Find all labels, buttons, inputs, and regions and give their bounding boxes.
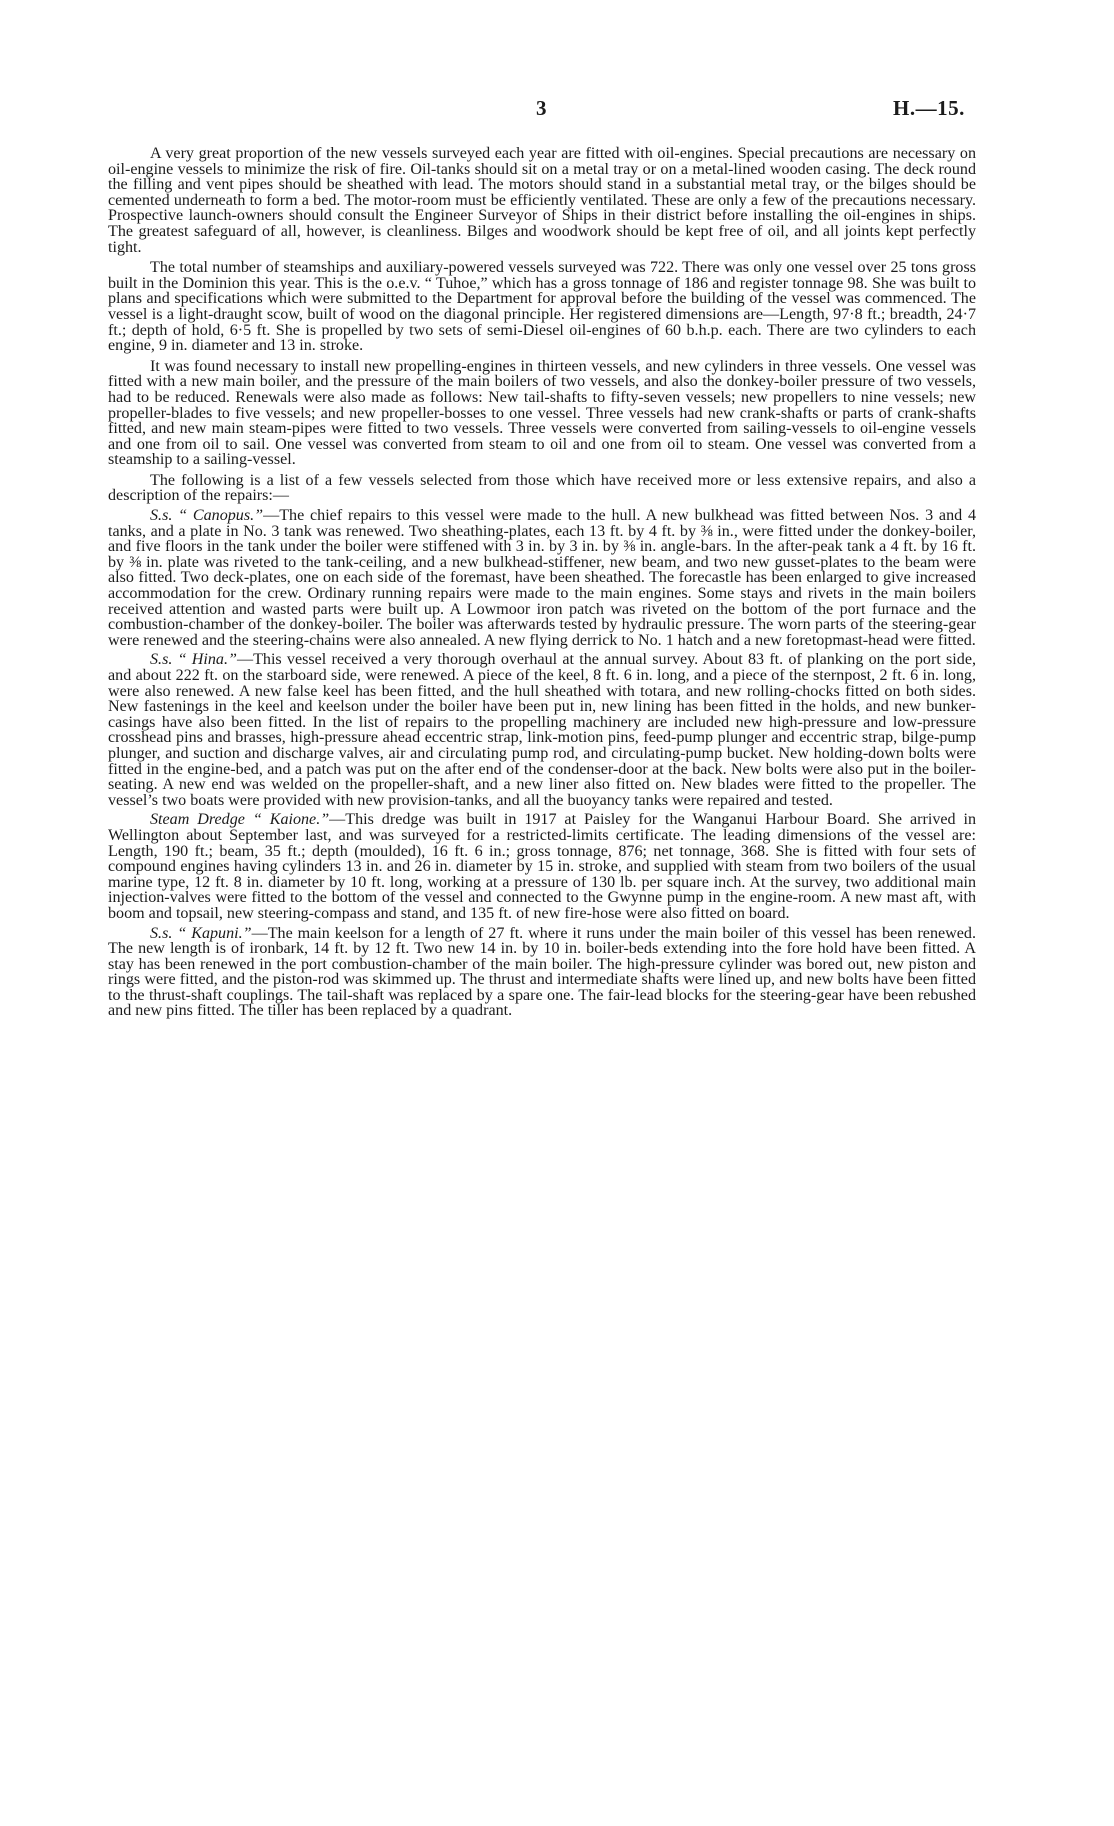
paragraph-text: —This dredge was built in 1917 at Paisley for the Wanganui Harbour Board. She arrived in Wellington about September last, and was surveyed for a restricted-limits certificate. The leading dimensions of the vessel are: Length, 190 ft.; beam, 35 ft.; depth (moulded), 16 ft. 6 in.; gross tonnage, 876; net tonnage, 368. She is fitted with four sets of compound engines having cylinders 13 in. and 26 in. diameter by 15 in. stroke, and supplied with steam from two boilers of the usual marine type, 12 ft. 8 in. diameter by 10 ft. long, working at a pressure of 130 lb. per square inch. At the survey, two additional main injection-valves were fitted to the bottom of the vessel and connected to the Gwynne pump in the engine-room. A new mast aft, with boom and topsail, new steering-compass and stand, and 135 ft. of new fire-hose were also fitted on board. [108, 811, 976, 922]
paragraph-vessels-surveyed [108, 260, 976, 354]
page-header [0, 96, 1114, 126]
report-body [108, 146, 976, 1023]
vessel-name: S.s. “ Canopus.” [150, 507, 264, 525]
vessel-name: S.s. “ Hina.” [150, 651, 237, 669]
paragraph-kaione [108, 812, 976, 921]
vessel-name: S.s. “ Kapuni.” [150, 924, 252, 942]
document-reference: H.—15. [893, 96, 965, 120]
paragraph-renewals [108, 359, 976, 468]
paragraph-text: —This vessel received a very thorough overhaul at the annual survey. About 83 ft. of planking on the port side, and about 222 ft. on the starboard side, were renewed. A piece of the keel, 8 ft. 6 in. long, and a piece of the sternpost, 2 ft. 6 in. long, were also renewed. A new false keel has been fitted, and the hull sheathed with totara, and new rolling-chocks fitted on both sides. New fastenings in the keel and keelson under the boiler have been put in, new lining has been fitted in the holds, and new bunker-casings have also been fitted. In the list of repairs to the propelling machinery are included new high-pressure and low-pressure crosshead pins and brasses, high-pressure ahead eccentric strap, link-motion pins, feed-pump plunger and eccentric strap, bilge-pump plunger, and suction and discharge valves, air and circulating pump rod, and circulating-pump bucket. New holding-down bolts were fitted in the engine-bed, and a patch was put on the after end of the condenser-door at the back. New bolts were also put in the boiler-seating. A new end was welded on the propeller-shaft, and a new liner also fitted on. New blades were fitted to the propeller. The vessel’s two boats were provided with new provision-tanks, and all the buoyancy tanks were repaired and tested. [108, 651, 976, 809]
paragraph-text: A very great proportion of the new vessels surveyed each year are fitted with oil-engines. Special precautions are necessary on oil-engine vessels to minimize the risk of fire. Oil-tanks should sit on a metal tray or on a metal-lined wooden casing. The deck round the filling and vent pipes should be sheathed with lead. The motors should stand in a substantial metal tray, or the bilges should be cemented underneath to form a bed. The motor-room must be efficiently ventilated. These are only a few of the precautions necessary. Prospective launch-owners should consult the Engineer Surveyor of Ships in their district before installing the oil-engines in ships. The greatest safeguard of all, however, is cleanliness. Bilges and woodwork should be kept free of oil, and all joints kept perfectly tight. [108, 145, 976, 256]
paragraph-text: It was found necessary to install new propelling-engines in thirteen vessels, and new cylinders in three vessels. One vessel was fitted with a new main boiler, and the pressure of the main boilers of two vessels, and also the donkey-boiler pressure of two vessels, had to be reduced. Renewals were also made as follows: New tail-shafts to fifty-seven vessels; new propellers to nine vessels; new propeller-blades to five vessels; and new propeller-bosses to one vessel. Three vessels had new crank-shafts or parts of crank-shafts fitted, and new main steam-pipes were fitted to two vessels. Three vessels were converted from sailing-vessels to oil-engine vessels and one from oil to sail. One vessel was converted from steam to oil and one from oil to steam. One vessel was converted from a steamship to a sailing-vessel. [108, 357, 976, 469]
paragraph-text: —The main keelson for a length of 27 ft. where it runs under the main boiler of this vessel has been renewed. The new length is of ironbark, 14 ft. by 12 ft. Two new 14 in. by 10 in. boiler-beds extending into the fore hold have been fitted. A stay has been renewed in the port combustion-chamber of the main boiler. The high-pressure cylinder was bored out, new piston and rings were fitted, and the piston-rod was skimmed up. The thrust and intermediate shafts were lined up, and new bolts have been fitted to the thrust-shaft couplings. The tail-shaft was replaced by a spare one. The fair-lead blocks for the steering-gear have been rebushed and new pins fitted. The tiller has been replaced by a quadrant. [108, 924, 976, 1020]
vessel-name: Steam Dredge “ Kaione.” [150, 811, 330, 829]
paragraph-text: The total number of steamships and auxiliary-powered vessels surveyed was 722. There was only one vessel over 25 tons gross built in the Dominion this year. This is the o.e.v. “ Tuhoe,” which has a gross tonnage of 186 and register tonnage 98. She was built to plans and specifications which were submitted to the Department for approval before the building of the vessel was commenced. The vessel is a light-draught scow, built of wood on the diagonal principle. Her registered dimensions are—Length, 97·8 ft.; breadth, 24·7 ft.; depth of hold, 6·5 ft. She is propelled by two sets of semi-Diesel oil-engines of 60 b.h.p. each. There are two cylinders to each engine, 9 in. diameter and 13 in. stroke. [108, 259, 976, 355]
paragraph-oil-engines [108, 146, 976, 255]
paragraph-repairs-intro [108, 473, 976, 504]
page-number: 3 [536, 96, 547, 120]
paragraph-canopus [108, 508, 976, 648]
paragraph-kapuni [108, 926, 976, 1020]
paragraph-hina [108, 652, 976, 808]
paragraph-text: The following is a list of a few vessels selected from those which have received more or less extensive repairs, and also a description of the repairs:— [108, 471, 976, 505]
paragraph-text: —The chief repairs to this vessel were made to the hull. A new bulkhead was fitted between Nos. 3 and 4 tanks, and a plate in No. 3 tank was renewed. Two sheathing-plates, each 13 ft. by 4 ft. by ⅜ in., were fitted under the donkey-boiler, and five floors in the tank under the boiler were stiffened with 3 in. by 3 in. by ⅜ in. angle-bars. In the after-peak tank a 4 ft. by 16 ft. by ⅜ in. plate was riveted to the tank-ceiling, and a new bulkhead-stiffener, new beam, and two new gusset-plates to the beam were also fitted. Two deck-plates, one on each side of the foremast, have been sheathed. The forecastle has been enlarged to give increased accommodation for the crew. Ordinary running repairs were made to the main engines. Some stays and rivets in the main boilers received attention and wasted parts were built up. A Lowmoor iron patch was riveted on the bottom of the port furnace and the combustion-chamber of the donkey-boiler. The boiler was afterwards tested by hydraulic pressure. The worn parts of the steering-gear were renewed and the steering-chains were also annealed. A new flying derrick to No. 1 hatch and a new foretopmast-head were fitted. [108, 507, 977, 649]
